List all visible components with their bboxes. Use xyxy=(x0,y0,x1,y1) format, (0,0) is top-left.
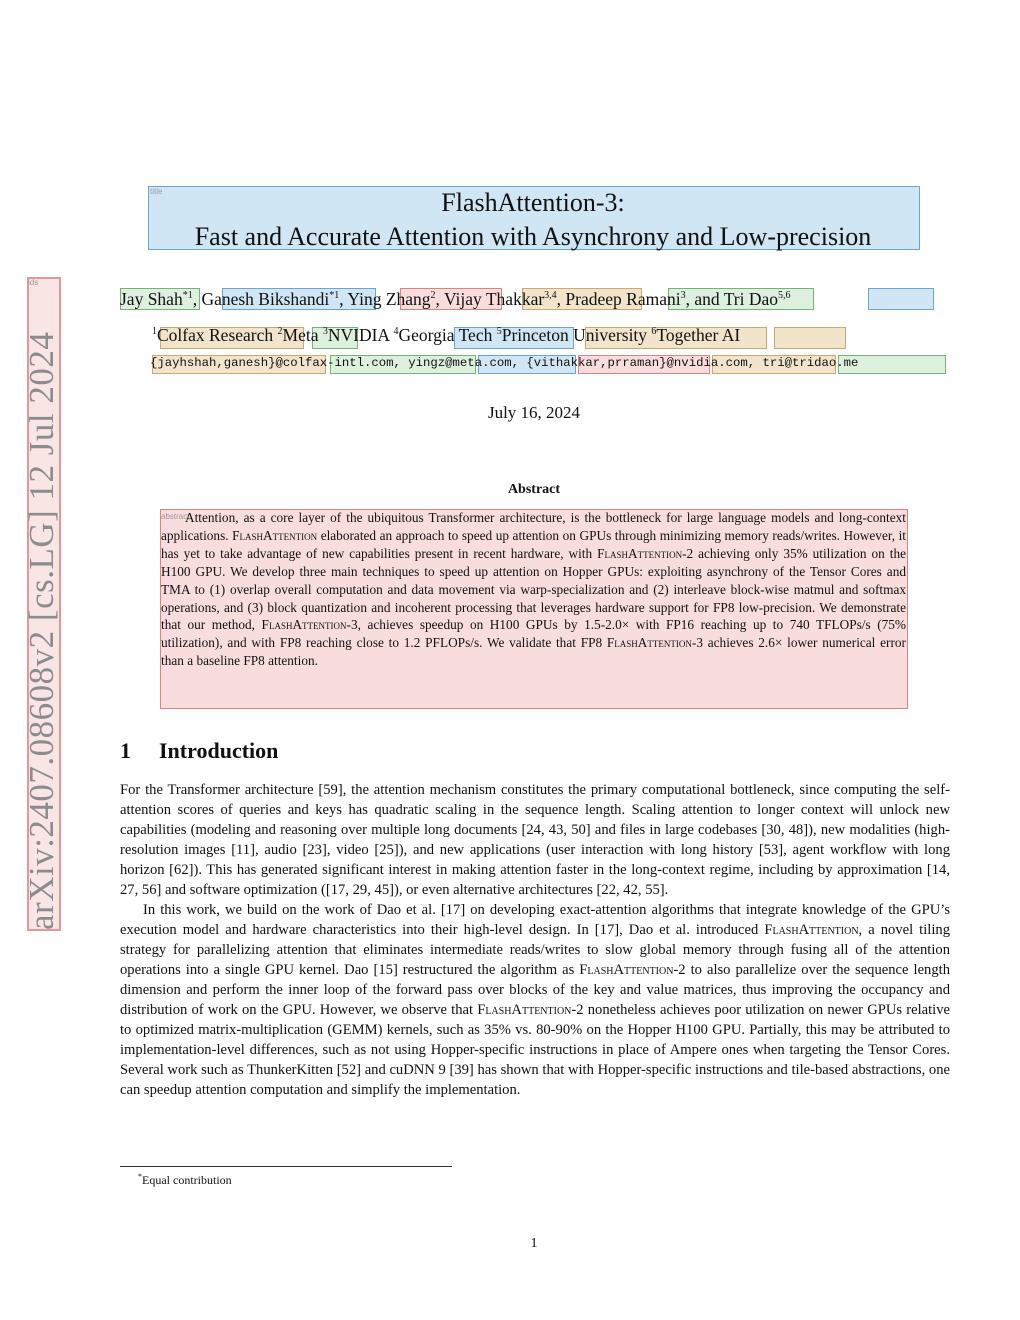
ids-tag: ids xyxy=(28,278,39,287)
title-line-1: FlashAttention-3: xyxy=(441,188,625,217)
affil-sup: 2 xyxy=(277,326,283,338)
author-sup: 2 xyxy=(430,290,436,301)
page-number: 1 xyxy=(530,1236,538,1251)
affil-name: Meta xyxy=(282,325,319,345)
author-name: Vijay Thakkar xyxy=(443,288,545,309)
author-name: Ying Zhang xyxy=(347,288,431,309)
footnote-mark: * xyxy=(138,1172,142,1181)
affil-sup: 6 xyxy=(651,326,657,338)
footnote xyxy=(120,1172,232,1188)
abstract-text: Attention, as a core layer of the ubiquitous Transformer architecture, is the bottleneck for large language models and long-context applications. FlashAttention elaborated an approach to speed up attention on GPUs through minimizing memory reads/writes. However, it has yet to take advantage of new capabilities present in recent hardware, with FlashAttention-2 achieving only 35% utilization on the H100 GPU. We develop three main techniques to speed up attention on Hopper GPUs: exploiting asynchrony of the Tensor Cores and TMA to (1) overlap overall computation and data movement via warp-specialization and (2) interleave block-wise matmul and softmax operations, and (3) block quantization and incoherent processing that leverages hardware support for FP8 low-precision. We demonstrate that our method, FlashAttention-3, achieves speedup on H100 GPUs by 1.5-2.0× with FP16 reaching up to 740 TFLOPs/s (75% utilization), and with FP8 reaching close to 1.2 PFLOPs/s. We validate that FP8 FlashAttention-3 achieves 2.6× lower numerical error than a baseline FP8 attention. xyxy=(161,510,907,669)
authors-and: , and xyxy=(685,288,720,309)
abstract-heading: Abstract xyxy=(507,482,561,497)
author-name: Ganesh Bikshandi xyxy=(201,288,330,309)
author-sup: 3 xyxy=(680,290,686,301)
affil-sup: 3 xyxy=(322,326,328,338)
arxiv-side-stamp: arXiv:2407.08608v2 [cs.LG] 12 Jul 2024 xyxy=(22,331,61,930)
author-sup: 5,6 xyxy=(777,290,791,301)
affil-name: Princeton University xyxy=(501,325,648,345)
author-emails: {jayhshah,ganesh}@colfax-intl.com, yingz@meta.com, {vithakkar,prraman}@nvidia.com, tri@tridao.me xyxy=(150,356,859,370)
affil-sup: 1 xyxy=(152,326,157,338)
paper-title xyxy=(148,186,918,254)
introduction-body xyxy=(120,780,950,1100)
author-name: Jay Shah xyxy=(120,288,183,309)
affil-sup: 5 xyxy=(496,326,502,338)
footnote-text: Equal contribution xyxy=(142,1173,232,1187)
affiliation-list xyxy=(152,325,740,346)
section-heading xyxy=(120,738,278,764)
abstract-tag: abstract xyxy=(161,512,190,521)
affil-sup: 4 xyxy=(393,326,399,338)
author-sup: *1 xyxy=(182,290,193,301)
section-number: 1 xyxy=(120,738,131,763)
intro-paragraph-1: For the Transformer architecture [59], the attention mechanism constitutes the primary computational bottleneck, since computing the self-attention scores of queries and keys has quadratic scaling in the sequence length. Scaling attention to longer context will unlock new capabilities (modeling and reasoning over multiple long documents [24, 43, 50] and files in large codebases [30, 48]), new modalities (high-resolution images [11], audio [23], video [25]), and new applications (user interaction with long history [53], agent workflow with long horizon [62]). This has generated significant interest in making attention faster in the long-context regime, including by approximation [14, 27, 56] and software optimization ([17, 29, 45]), or even alternative architectures [22, 42, 55]. xyxy=(120,782,950,898)
author-list: Jay Shah$^{*1}$, Ganesh Bikshandi$^{*1}$, Ying Zhang$^2$, Vijay Thakkar$^{3,4}$, Pradeep Ramani$^3$, and Tri Dao$^{5,6}$ xyxy=(120,288,791,309)
affil-name: Colfax Research xyxy=(157,325,274,345)
publication-date: July 16, 2024 xyxy=(487,403,581,422)
author-name: Pradeep Ramani xyxy=(565,288,681,309)
affil-name: Together AI xyxy=(656,325,741,345)
title-tag: title xyxy=(150,187,163,196)
author-sup: 3,4 xyxy=(544,290,557,301)
affil-name: NVIDIA xyxy=(327,325,390,345)
footnote-rule xyxy=(120,1166,452,1167)
author-name: Tri Dao xyxy=(723,288,778,309)
affil-name: Georgia Tech xyxy=(398,325,493,345)
affil-box-6 xyxy=(774,327,846,349)
section-title: Introduction xyxy=(159,738,279,763)
author-sup: *1 xyxy=(329,290,340,301)
title-line-2: Fast and Accurate Attention with Asynchrony and Low-precision xyxy=(194,222,872,251)
intro-paragraph-2: In this work, we build on the work of Dao et al. [17] on developing exact-attention algorithms that integrate knowledge of the GPU’s execution model and hardware characteristics into their high-level design. In [17], Dao et al. introduced FlashAttention, a novel tiling strategy for parallelizing attention that eliminates intermediate reads/writes to slow global memory through fusing all of the attention operations into a single GPU kernel. Dao [15] restructured the algorithm as FlashAttention-2 to also parallelize over the sequence length dimension and perform the inner loop of the forward pass over blocks of the key and value matrices, thus improving the occupancy and distribution of work on the GPU. However, we observe that FlashAttention-2 nonetheless achieves poor utilization on newer GPUs relative to optimized matrix-multiplication (GEMM) kernels, such as 35% vs. 80-90% on the Hopper H100 GPU. Partially, this may be attributed to implementation-level differences, such as not using Hopper-specific instructions in place of Ampere ones when targeting the Tensor Cores. Several work such as ThunkerKitten [52] and cuDNN 9 [39] has shown that with Hopper-specific instructions and tile-based abstractions, one can speedup attention computation and simplify the implementation. xyxy=(120,902,951,1098)
